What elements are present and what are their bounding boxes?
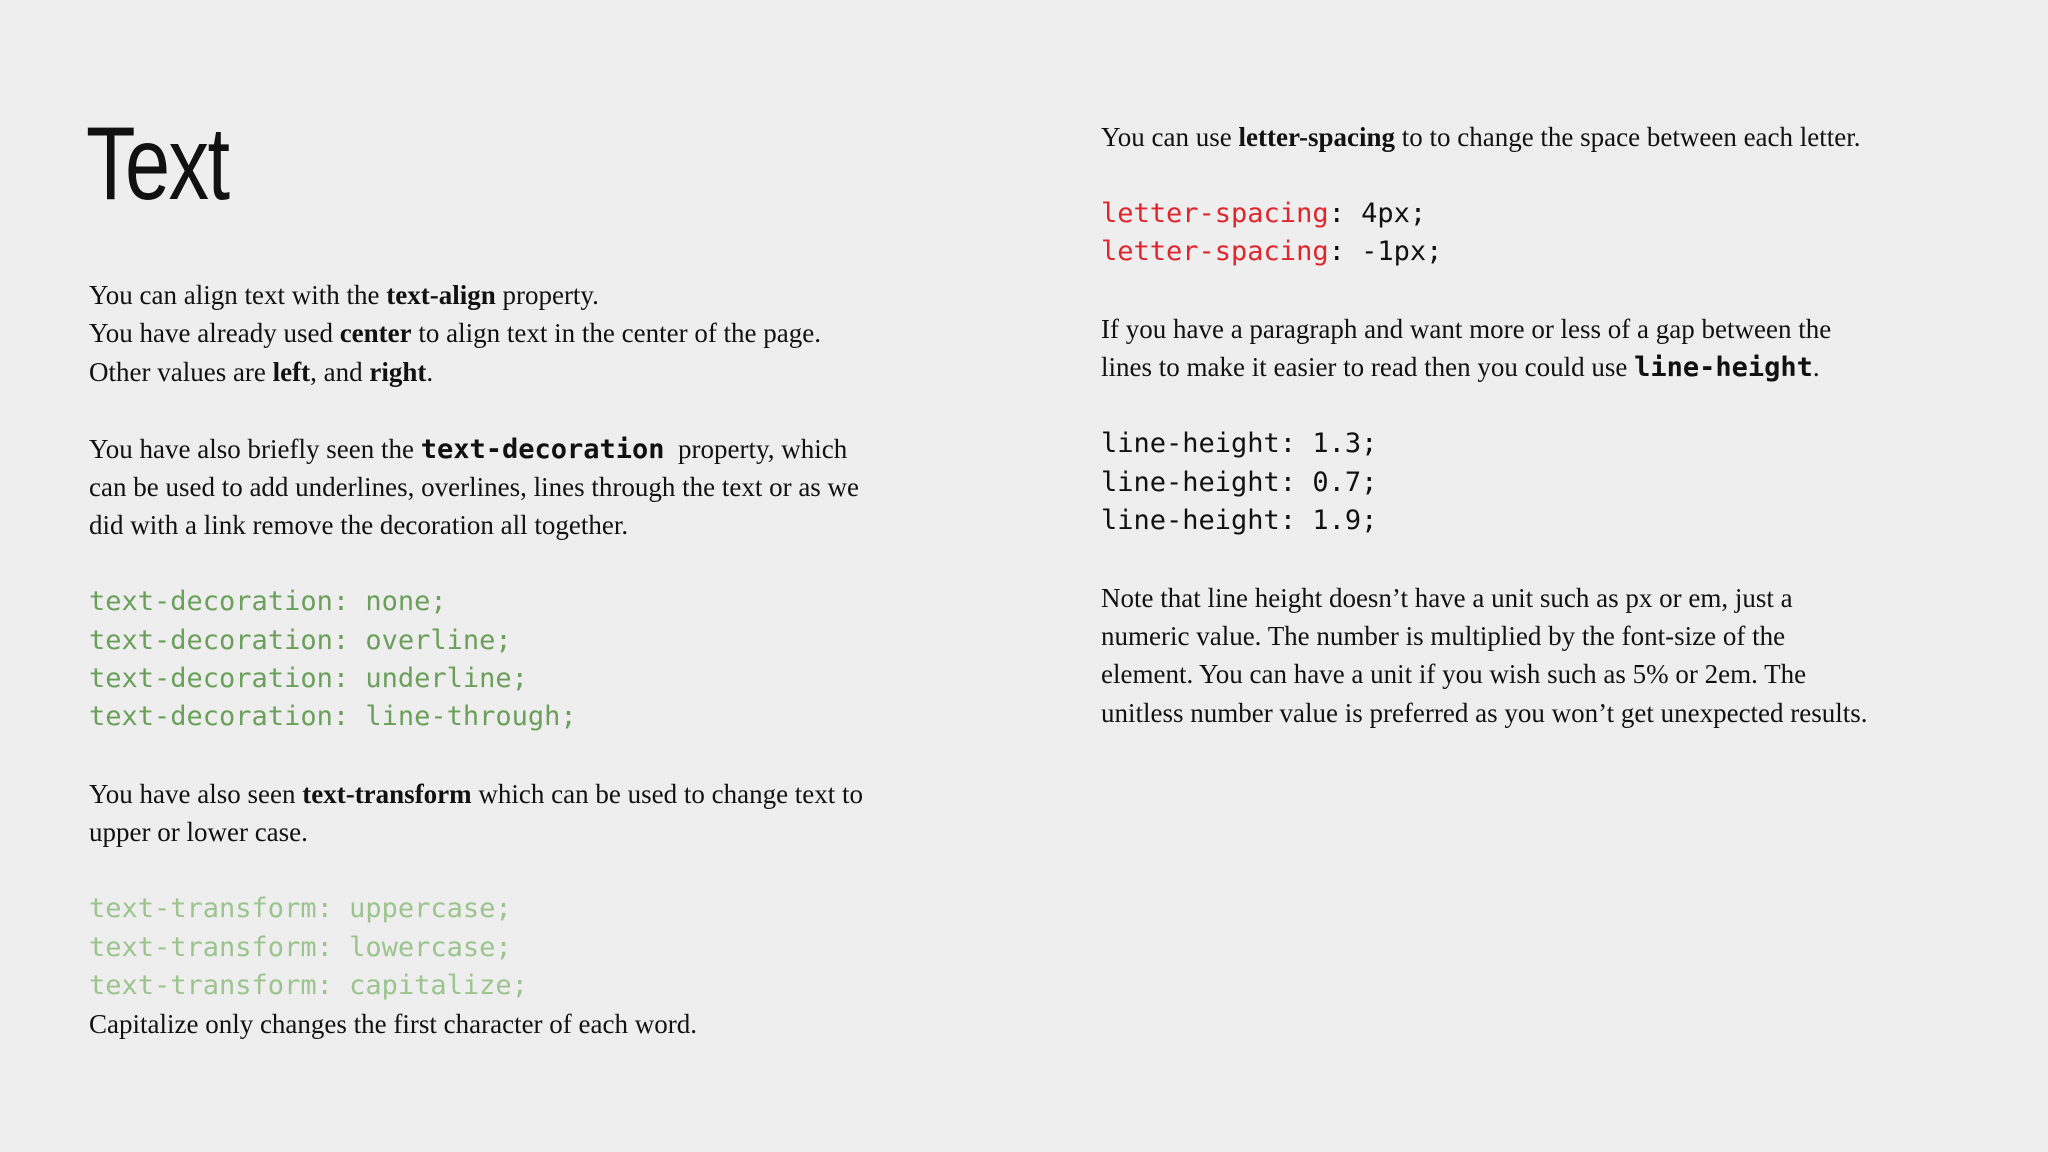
text-decoration-code-block — [89, 583, 989, 737]
code-line: text-decoration: underline; — [89, 662, 528, 694]
keyword-center: center — [339, 318, 412, 349]
code-line — [1101, 233, 2021, 271]
text-align-paragraph — [89, 276, 989, 391]
paragraph-line: can be used to add underlines, overlines, lines through the text or as we — [89, 471, 860, 502]
capitalize-note: Capitalize only changes the first character of each word. — [89, 1009, 697, 1040]
text-run: . — [426, 356, 434, 387]
text-run: to align text in the center of the page. — [411, 318, 822, 349]
code-line: line-height: 1.9; — [1101, 504, 1378, 536]
text-run: You have already used — [89, 318, 340, 349]
code-property: letter-spacing — [1101, 197, 1329, 229]
paragraph-line — [89, 276, 989, 314]
paragraph-line: did with a link remove the decoration all together. — [89, 510, 629, 541]
left-column — [89, 276, 989, 1044]
letter-spacing-code-block — [1101, 195, 2021, 272]
code-line — [1101, 195, 2021, 233]
paragraph-line — [89, 314, 989, 352]
keyword-letter-spacing: letter-spacing — [1238, 122, 1395, 152]
keyword-right: right — [369, 356, 427, 387]
paragraph-line: upper or lower case. — [89, 817, 308, 848]
text-run: which can be used to change text to — [471, 779, 864, 810]
code-line: text-transform: uppercase; — [89, 893, 512, 925]
code-line: line-height: 0.7; — [1101, 466, 1378, 498]
text-run: You can align text with the — [89, 280, 387, 310]
text-run: You have also briefly seen the — [89, 433, 421, 464]
paragraph-line: element. You can have a unit if you wish such as 5% or 2em. The — [1101, 659, 1807, 690]
code-line: text-transform: capitalize; — [89, 970, 528, 1002]
text-decoration-paragraph — [89, 430, 989, 545]
paragraph-line: unitless number value is preferred as you won’t get unexpected results. — [1101, 697, 1868, 728]
paragraph-line: numeric value. The number is multiplied by the font-size of the — [1101, 621, 1786, 652]
line-height-code-block — [1101, 425, 2021, 540]
paragraph-line — [89, 353, 989, 391]
paragraph-line: If you have a paragraph and want more or less of a gap between the — [1101, 313, 1832, 344]
text-transform-paragraph — [89, 775, 989, 852]
line-height-paragraph — [1101, 310, 2021, 387]
paragraph-line: Note that line height doesn’t have a unit such as px or em, just a — [1101, 582, 1793, 613]
paragraph-line — [89, 430, 989, 468]
text-run: to to change the space between each letter. — [1394, 122, 1861, 152]
text-run: lines to make it easier to read then you could use — [1101, 352, 1635, 383]
letter-spacing-paragraph — [1101, 118, 2021, 156]
text-run: You have also seen — [89, 779, 303, 810]
text-run: property, which — [664, 433, 848, 464]
text-run: property. — [495, 280, 599, 310]
text-run: You can use — [1101, 122, 1239, 152]
text-run: . — [1812, 352, 1820, 383]
text-run: Other values are — [89, 356, 273, 387]
code-line: line-height: 1.3; — [1101, 428, 1378, 460]
unitless-note-paragraph — [1101, 579, 2021, 733]
paragraph-line — [1101, 348, 2021, 386]
keyword-text-align: text-align — [386, 280, 496, 310]
slide-title: Text — [86, 106, 229, 222]
paragraph-line — [89, 775, 989, 813]
paragraph-line — [1101, 118, 2021, 156]
text-run: , and — [310, 356, 370, 387]
keyword-left: left — [272, 356, 311, 387]
code-property: letter-spacing — [1101, 236, 1329, 268]
text-transform-code-block — [89, 890, 989, 1005]
inline-code-text-decoration: text-decoration — [420, 433, 665, 465]
code-line: text-decoration: none; — [89, 586, 447, 618]
code-value: : 4px; — [1328, 197, 1427, 229]
inline-code-line-height: line-height — [1634, 352, 1813, 384]
code-line: text-transform: lowercase; — [89, 931, 512, 963]
code-line: text-decoration: overline; — [89, 624, 512, 656]
right-column — [1101, 118, 2021, 771]
code-value: : -1px; — [1328, 236, 1443, 268]
keyword-text-transform: text-transform — [302, 779, 472, 810]
code-line: text-decoration: line-through; — [89, 701, 577, 733]
